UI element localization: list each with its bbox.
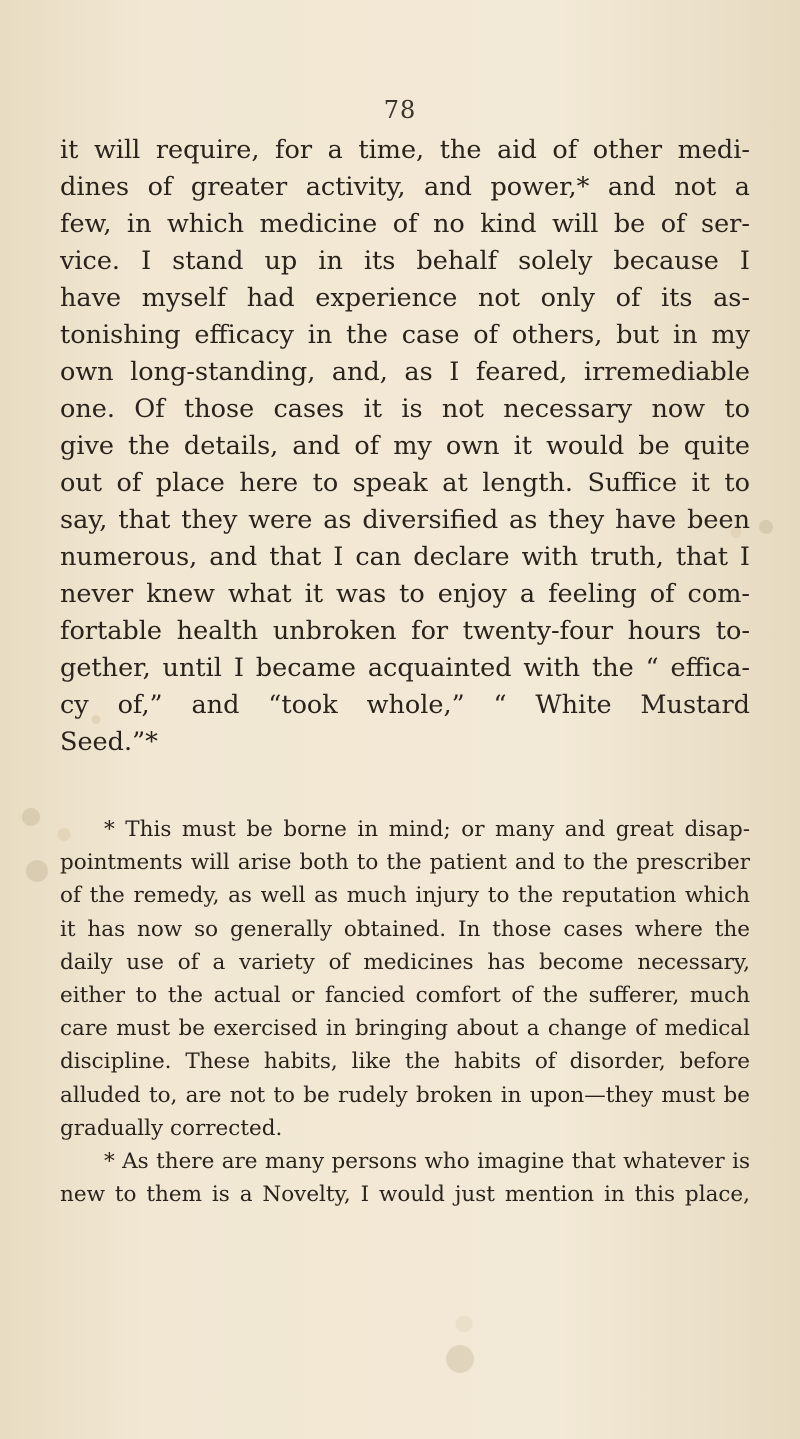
footnote-line: it has now so generally obtained. In those cases where the (60, 916, 750, 942)
main-text-line: have myself had experience not only of its as- (60, 283, 750, 313)
main-text-line: out of place here to speak at length. Suffice it to (60, 468, 750, 498)
footnote-line: gradually corrected. (60, 1115, 283, 1141)
main-text-line: tonishing efficacy in the case of others, but in my (60, 320, 750, 350)
main-text-line: dines of greater activity, and power,* and not a (60, 172, 750, 202)
footnotes-section (60, 813, 750, 1211)
main-text-line: say, that they were as diversified as they have been (60, 505, 750, 535)
main-text-line: own long-standing, and, as I feared, irremediable (60, 357, 750, 387)
page-number: 78 (383, 96, 417, 124)
footnote-line: care must be exercised in bringing about a change of medical (60, 1016, 750, 1042)
main-paragraph (60, 132, 750, 761)
main-text-line: Seed.”* (60, 727, 158, 757)
footnote-line: either to the actual or fancied comfort of the sufferer, much (60, 983, 750, 1009)
paper-stain (22, 808, 40, 826)
footnote-line: of the remedy, as well as much injury to the reputation which (60, 883, 750, 909)
footnote-1 (60, 813, 750, 1145)
paper-stain (26, 860, 48, 882)
footnote-2 (60, 1145, 750, 1211)
main-text-line: gether, until I became acquainted with the “ effica- (60, 653, 750, 683)
footnote-line: pointments will arise both to the patient and to the prescriber (60, 850, 750, 876)
footnote-line: discipline. These habits, like the habits of disorder, before (60, 1049, 750, 1075)
footnote-line: * This must be borne in mind; or many and great disap- (104, 817, 750, 842)
main-text-line: one. Of those cases it is not necessary now to (60, 394, 750, 424)
main-text-line: it will require, for a time, the aid of other medi- (60, 135, 750, 165)
paper-stain (759, 520, 773, 534)
main-text-line: never knew what it was to enjoy a feeling of com- (60, 579, 750, 609)
main-text-line: few, in which medicine of no kind will be of ser- (60, 209, 750, 239)
footnote-line: alluded to, are not to be rudely broken in upon—they must be (60, 1082, 750, 1108)
main-text-line: numerous, and that I can declare with truth, that I (60, 542, 750, 572)
paper-stain (446, 1345, 474, 1373)
main-text-line: fortable health unbroken for twenty-four hours to- (60, 616, 750, 646)
main-text-line: give the details, and of my own it would be quite (60, 431, 750, 461)
footnote-line: * As there are many persons who imagine that whatever is (104, 1149, 750, 1175)
main-text-line: vice. I stand up in its behalf solely because I (60, 246, 750, 276)
footnote-line: daily use of a variety of medicines has become necessary, (60, 949, 750, 975)
footnote-line: new to them is a Novelty, I would just mention in this place, (60, 1182, 750, 1208)
main-text-line: cy of,” and “took whole,” “ White Mustard (60, 690, 750, 720)
